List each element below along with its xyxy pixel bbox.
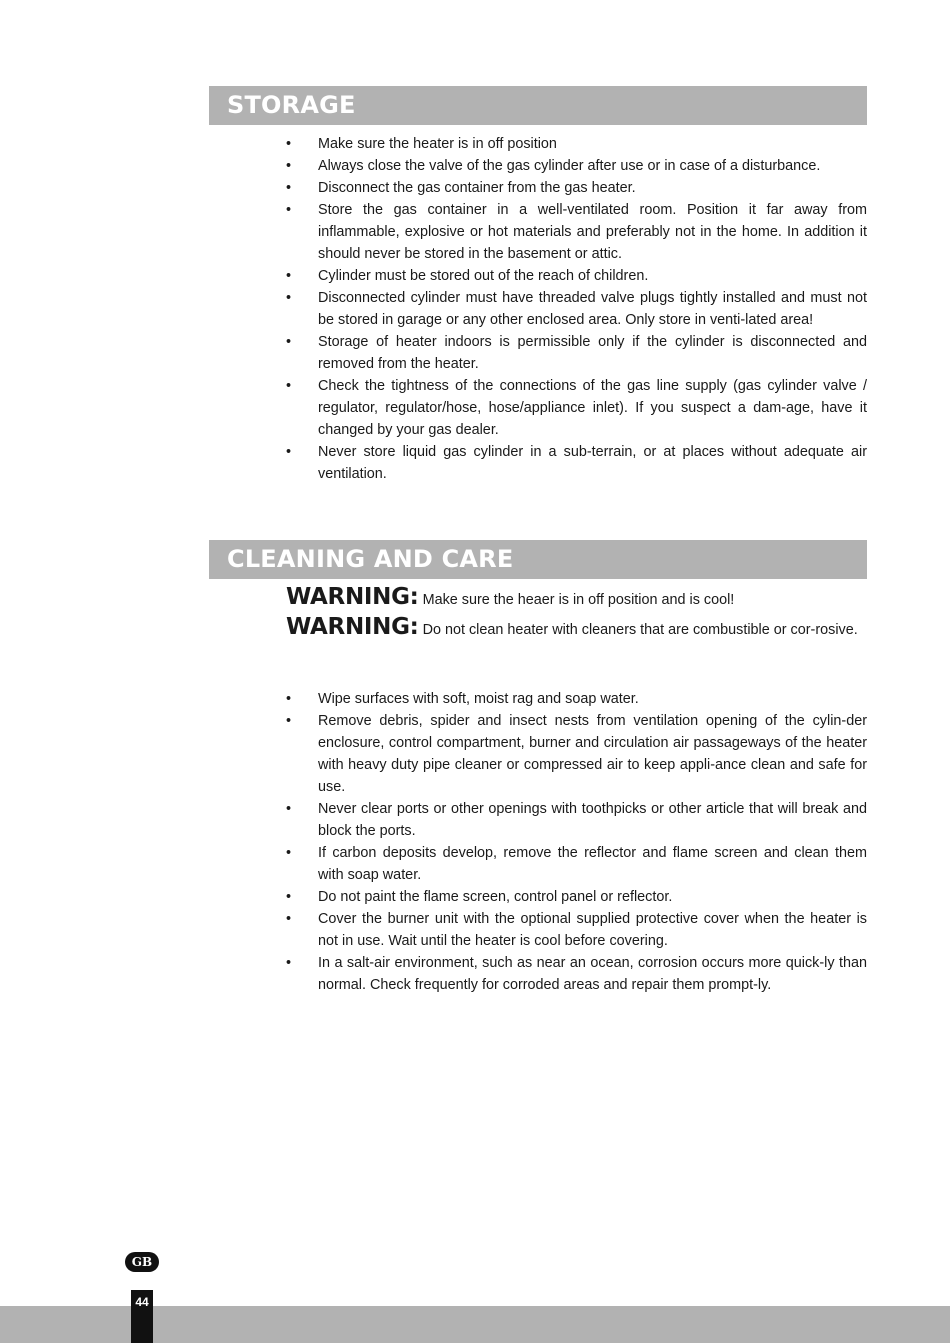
list-item-text: Disconnected cylinder must have threaded valve plugs tightly installed and must not be stored in garage or any other enclosed area. Only store in venti-lated area! [318,290,867,328]
list-item-text: Storage of heater indoors is permissible only if the cylinder is disconnected and removed from the heater. [318,334,867,372]
list-item-text: Store the gas container in a well-ventilated room. Position it far away from inflammable, explosive or hot materials and preferably not in the home. In addition it should never be stored in the basement or attic. [318,202,867,262]
list-item-text: Cylinder must be stored out of the reach of children. [318,268,649,284]
list-item [286,908,867,952]
list-item [286,952,867,996]
bullet-icon: • [286,889,292,905]
bullet-icon: • [286,180,292,196]
list-item-text: Never store liquid gas cylinder in a sub-terrain, or at places without adequate air ventilation. [318,444,867,482]
warning-line [286,584,867,614]
list-item [286,842,867,886]
bullet-icon: • [286,713,292,729]
list-item-text: In a salt-air environment, such as near an ocean, corrosion occurs more quick-ly than normal. Check frequently for corroded areas and repair them prompt-ly. [318,955,867,993]
bullet-icon: • [286,911,292,927]
storage-section-header [209,86,867,125]
list-item-text: Never clear ports or other openings with toothpicks or other article that will break and block the ports. [318,801,867,839]
warning-label: WARNING: [286,614,419,640]
cleaning-section-header [209,540,867,579]
warning-text: Do not clean heater with cleaners that are combustible or cor-rosive. [422,622,858,638]
list-item-text: Always close the valve of the gas cylinder after use or in case of a disturbance. [318,158,821,174]
list-item-text: If carbon deposits develop, remove the reflector and flame screen and clean them with soap water. [318,845,867,883]
list-item [286,287,867,331]
bullet-icon: • [286,290,292,306]
list-item [286,886,867,908]
bullet-icon: • [286,268,292,284]
list-item [286,688,867,710]
list-item-text: Do not paint the flame screen, control panel or reflector. [318,889,673,905]
list-item-text: Make sure the heater is in off position [318,136,557,152]
list-item [286,265,867,287]
list-item-text: Disconnect the gas container from the gas heater. [318,180,636,196]
page-number: 44 [131,1290,153,1343]
bullet-icon: • [286,691,292,707]
list-item [286,798,867,842]
bullet-icon: • [286,845,292,861]
bullet-icon: • [286,955,292,971]
list-item-text: Remove debris, spider and insect nests from ventilation opening of the cylin-der enclosure, control compartment, burner and circulation air passageways of the heater with heavy duty pipe cleaner or compressed air to keep appli-ance clean and safe for use. [318,713,867,795]
list-item [286,441,867,485]
warnings-block [286,584,867,644]
list-item [286,177,867,199]
list-item [286,710,867,798]
list-item [286,155,867,177]
list-item-text: Cover the burner unit with the optional supplied protective cover when the heater is not in use. Wait until the heater is cool before covering. [318,911,867,949]
warning-text: Make sure the heaer is in off position and is cool! [422,592,735,608]
list-item [286,199,867,265]
bullet-icon: • [286,202,292,218]
cleaning-list [286,688,867,996]
language-badge: GB [125,1252,159,1272]
list-item-text: Wipe surfaces with soft, moist rag and soap water. [318,691,639,707]
warning-label: WARNING: [286,584,419,610]
list-item [286,331,867,375]
bullet-icon: • [286,136,292,152]
list-item-text: Check the tightness of the connections of the gas line supply (gas cylinder valve / regulator, regulator/hose, hose/appliance inlet). If you suspect a dam-age, have it changed by your gas dealer. [318,378,867,438]
bullet-icon: • [286,444,292,460]
storage-title: STORAGE [227,91,356,119]
list-item [286,133,867,155]
bullet-icon: • [286,801,292,817]
bullet-icon: • [286,334,292,350]
warning-line [286,614,867,644]
cleaning-title: CLEANING AND CARE [227,545,514,573]
bullet-icon: • [286,158,292,174]
list-item [286,375,867,441]
bullet-icon: • [286,378,292,394]
storage-list [286,133,867,485]
